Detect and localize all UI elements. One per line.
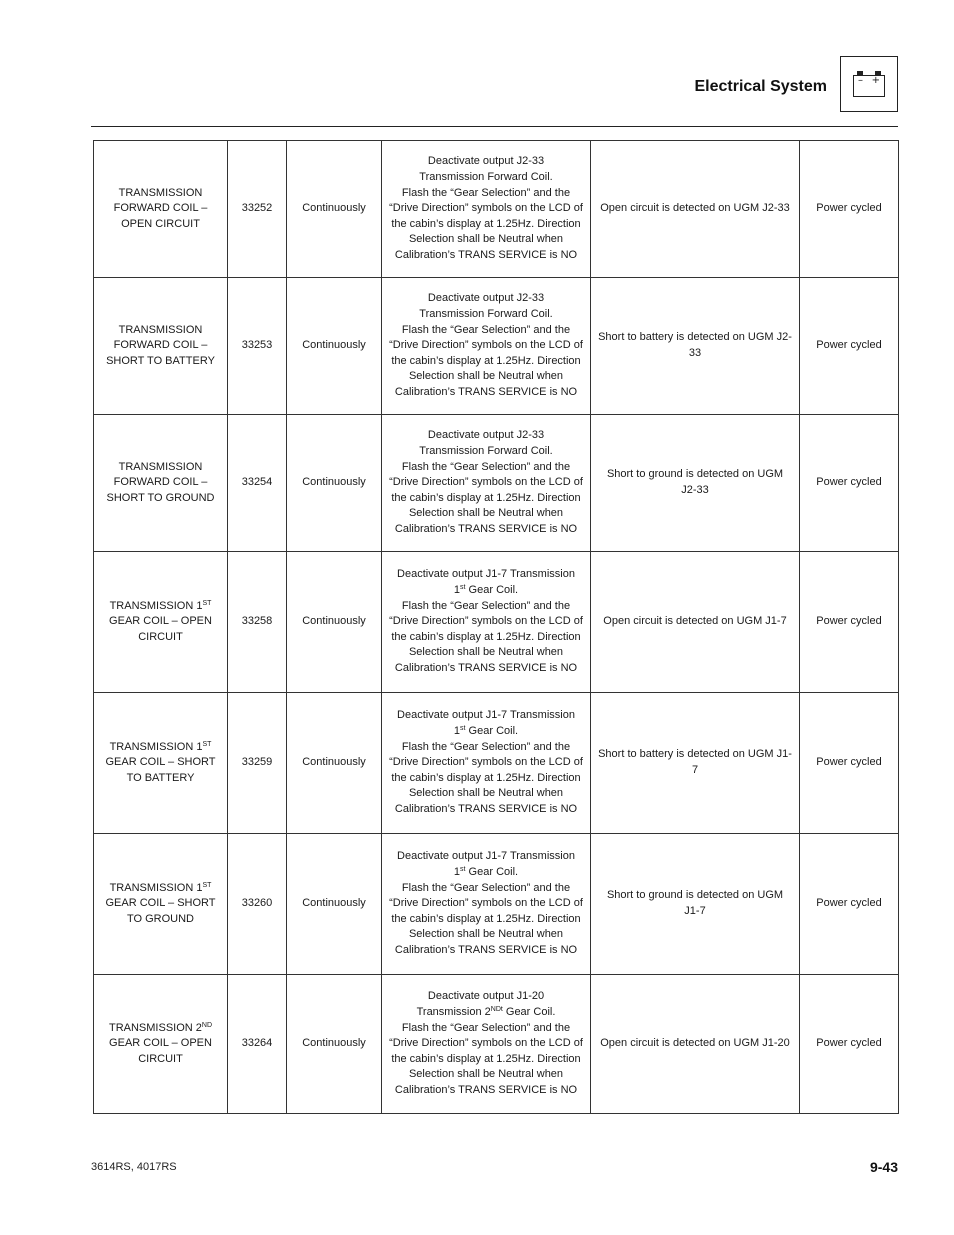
action-cell: Deactivate output J1-7 Transmission 1st Gear Coil. Flash the “Gear Selection” and the “Drive Direction” symbols on the LCD of the cabin’s display at 1.25Hz. Direction Selection shall be Neutral when Calibration’s TRANS SERVICE is NO: [382, 693, 591, 834]
fault-name-cell: TRANSMISSION 1ST GEAR COIL – SHORT TO BATTERY: [94, 693, 228, 834]
fault-code-cell: 33258: [228, 552, 287, 693]
table-row: [94, 693, 899, 834]
action-cell: Deactivate output J1-7 Transmission 1st Gear Coil. Flash the “Gear Selection” and the “Drive Direction” symbols on the LCD of the cabin’s display at 1.25Hz. Direction Selection shall be Neutral when Calibration’s TRANS SERVICE is NO: [382, 834, 591, 975]
section-title: Electrical System: [694, 78, 827, 95]
check-condition-cell: Continuously: [287, 278, 382, 415]
check-condition-cell: Continuously: [287, 141, 382, 278]
detection-cell: Short to ground is detected on UGM J1-7: [591, 834, 800, 975]
fault-name-cell: TRANSMISSION 2ND GEAR COIL – OPEN CIRCUIT: [94, 975, 228, 1114]
table-row: [94, 975, 899, 1114]
fault-code-cell: 33252: [228, 141, 287, 278]
check-condition-cell: Continuously: [287, 552, 382, 693]
model-numbers: 3614RS, 4017RS: [91, 1161, 177, 1173]
detection-cell: Open circuit is detected on UGM J2-33: [591, 141, 800, 278]
fault-name-cell: TRANSMISSION 1ST GEAR COIL – SHORT TO GROUND: [94, 834, 228, 975]
fault-code-cell: 33259: [228, 693, 287, 834]
table-row: [94, 278, 899, 415]
fault-code-cell: 33260: [228, 834, 287, 975]
check-condition-cell: Continuously: [287, 834, 382, 975]
recovery-cell: Power cycled: [800, 141, 899, 278]
detection-cell: Short to battery is detected on UGM J2-33: [591, 278, 800, 415]
recovery-cell: Power cycled: [800, 834, 899, 975]
fault-name-cell: TRANSMISSION FORWARD COIL – SHORT TO BATTERY: [94, 278, 228, 415]
detection-cell: Open circuit is detected on UGM J1-7: [591, 552, 800, 693]
fault-name-cell: TRANSMISSION 1ST GEAR COIL – OPEN CIRCUIT: [94, 552, 228, 693]
action-cell: Deactivate output J1-20 Transmission $2^{NDt}$ Gear Coil. Flash the “Gear Selection” and the “Drive Direction” symbols on the LCD of the cabin’s display at 1.25Hz. Direction Selection shall be Neutral when Calibration’s TRANS SERVICE is NO: [382, 975, 591, 1114]
table-row: [94, 834, 899, 975]
fault-code-table: [93, 140, 899, 1114]
action-cell: Deactivate output J2-33 Transmission Forward Coil. Flash the “Gear Selection” and the “Drive Direction” symbols on the LCD of the cabin’s display at 1.25Hz. Direction Selection shall be Neutral when Calibration’s TRANS SERVICE is NO: [382, 415, 591, 552]
recovery-cell: Power cycled: [800, 552, 899, 693]
action-cell: Deactivate output J1-7 Transmission 1st Gear Coil. Flash the “Gear Selection” and the “Drive Direction” symbols on the LCD of the cabin’s display at 1.25Hz. Direction Selection shall be Neutral when Calibration’s TRANS SERVICE is NO: [382, 552, 591, 693]
table-row: [94, 415, 899, 552]
check-condition-cell: Continuously: [287, 693, 382, 834]
detection-cell: Open circuit is detected on UGM J1-20: [591, 975, 800, 1114]
battery-icon: [840, 56, 898, 112]
detection-cell: Short to battery is detected on UGM J1-7: [591, 693, 800, 834]
recovery-cell: Power cycled: [800, 415, 899, 552]
fault-code-cell: 33253: [228, 278, 287, 415]
battery-symbol: – +: [853, 75, 885, 97]
check-condition-cell: Continuously: [287, 975, 382, 1114]
detection-cell: Short to ground is detected on UGM J2-33: [591, 415, 800, 552]
fault-name-cell: TRANSMISSION FORWARD COIL – OPEN CIRCUIT: [94, 141, 228, 278]
recovery-cell: Power cycled: [800, 278, 899, 415]
check-condition-cell: Continuously: [287, 415, 382, 552]
header-divider: [91, 126, 898, 127]
fault-code-cell: 33264: [228, 975, 287, 1114]
page-number: 9-43: [869, 1159, 898, 1175]
action-cell: Deactivate output J2-33 Transmission Forward Coil. Flash the “Gear Selection” and the “Drive Direction” symbols on the LCD of the cabin’s display at 1.25Hz. Direction Selection shall be Neutral when Calibration’s TRANS SERVICE is NO: [382, 141, 591, 278]
fault-name-cell: TRANSMISSION FORWARD COIL – SHORT TO GROUND: [94, 415, 228, 552]
table-row: [94, 552, 899, 693]
recovery-cell: Power cycled: [800, 693, 899, 834]
action-cell: Deactivate output J2-33 Transmission Forward Coil. Flash the “Gear Selection” and the “Drive Direction” symbols on the LCD of the cabin’s display at 1.25Hz. Direction Selection shall be Neutral when Calibration’s TRANS SERVICE is NO: [382, 278, 591, 415]
table-row: [94, 141, 899, 278]
recovery-cell: Power cycled: [800, 975, 899, 1114]
fault-code-cell: 33254: [228, 415, 287, 552]
